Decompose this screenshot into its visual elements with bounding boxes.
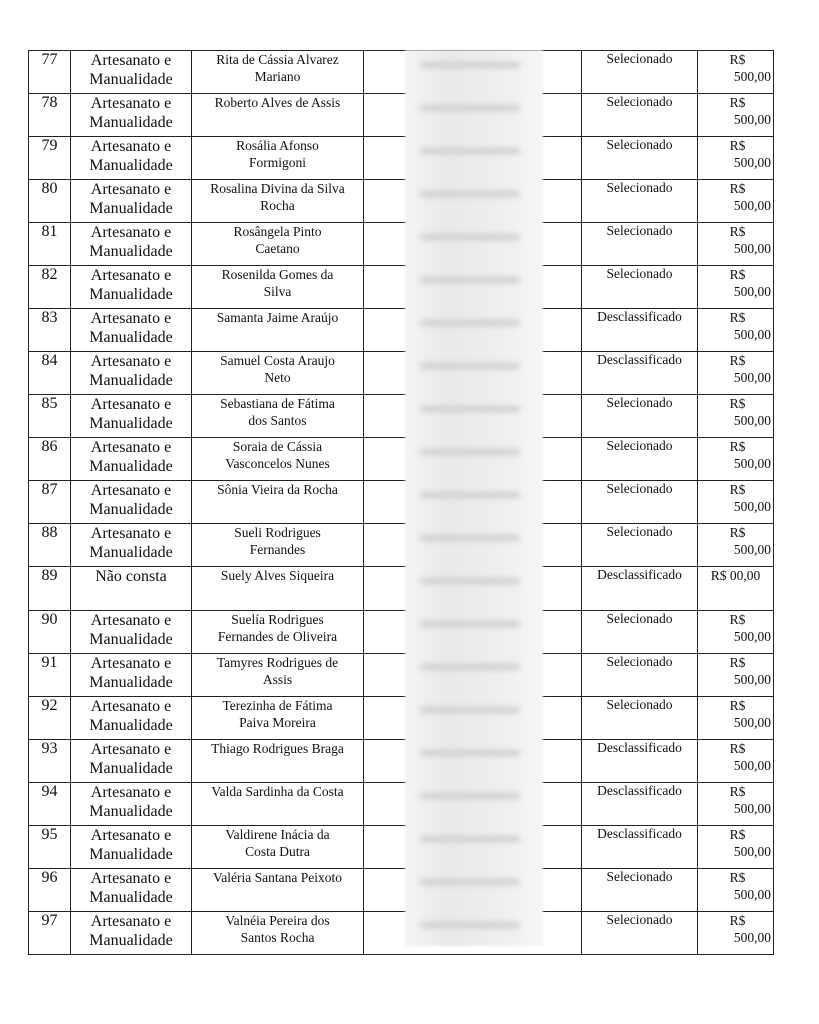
name-text: Silva	[263, 284, 292, 299]
table-row	[29, 869, 774, 912]
name-text: Roberto Alves de Assis	[214, 95, 341, 110]
area-text: Artesanato e	[90, 95, 172, 112]
amount-text: 500,00	[733, 112, 771, 127]
value-cell	[698, 309, 774, 352]
currency-symbol: R$	[729, 525, 746, 540]
row-number: 78	[29, 94, 71, 137]
area-text: Artesanato e	[90, 612, 172, 629]
name-text: Valdirene Inácia da	[225, 827, 330, 842]
amount-text: 500,00	[733, 155, 771, 170]
currency-symbol: R$	[729, 612, 746, 627]
value-cell	[698, 266, 774, 309]
area-cell	[71, 524, 192, 567]
value-cell	[698, 395, 774, 438]
table-row	[29, 223, 774, 266]
area-cell	[71, 309, 192, 352]
redacted-mark	[420, 707, 520, 713]
name-cell	[192, 740, 364, 783]
name-text: Rosângela Pinto	[233, 224, 322, 239]
name-cell	[192, 697, 364, 740]
area-text: Manualidade	[89, 458, 173, 475]
area-cell	[71, 567, 192, 611]
name-cell	[192, 266, 364, 309]
row-number: 86	[29, 438, 71, 481]
currency-symbol: R$	[729, 482, 746, 497]
name-cell	[192, 137, 364, 180]
value-cell	[698, 180, 774, 223]
redacted-mark	[420, 879, 520, 885]
name-text: Caetano	[255, 241, 300, 256]
name-text: Tamyres Rodrigues de	[216, 655, 339, 670]
table-row	[29, 567, 774, 611]
status-cell: Selecionado	[582, 869, 698, 912]
currency-symbol: R$	[729, 784, 746, 799]
area-text: Artesanato e	[90, 870, 172, 887]
status-cell: Selecionado	[582, 223, 698, 266]
area-text: Artesanato e	[90, 913, 172, 930]
amount-text: 500,00	[733, 241, 771, 256]
name-text: Samuel Costa Araujo	[220, 353, 335, 368]
redacted-mark	[420, 62, 520, 68]
area-text: Artesanato e	[90, 525, 172, 542]
table-row	[29, 309, 774, 352]
area-cell	[71, 395, 192, 438]
redacted-mark	[420, 148, 520, 154]
currency-symbol: R$	[729, 698, 746, 713]
amount-text: 500,00	[733, 456, 771, 471]
area-cell	[71, 266, 192, 309]
redacted-mark	[420, 191, 520, 197]
status-cell: Selecionado	[582, 611, 698, 654]
row-number: 91	[29, 654, 71, 697]
row-number: 90	[29, 611, 71, 654]
area-text: Artesanato e	[90, 482, 172, 499]
redacted-mark	[420, 750, 520, 756]
redacted-mark	[420, 105, 520, 111]
name-text: Rosenilda Gomes da	[221, 267, 334, 282]
name-text: Formigoni	[248, 155, 306, 170]
redacted-mark	[420, 793, 520, 799]
value-cell	[698, 524, 774, 567]
name-text: Valéria Santana Peixoto	[213, 870, 342, 885]
area-text: Artesanato e	[90, 655, 172, 672]
row-number: 94	[29, 783, 71, 826]
currency-symbol: R$	[729, 655, 746, 670]
area-cell	[71, 51, 192, 94]
name-text: Sebastiana de Fátima	[220, 396, 335, 411]
area-text: Manualidade	[89, 114, 173, 131]
row-number: 88	[29, 524, 71, 567]
currency-symbol: R$	[729, 181, 746, 196]
name-cell	[192, 51, 364, 94]
area-cell	[71, 352, 192, 395]
name-cell	[192, 567, 364, 611]
area-cell	[71, 912, 192, 955]
amount-text: 500,00	[733, 499, 771, 514]
redacted-mark	[420, 406, 520, 412]
table-row	[29, 395, 774, 438]
value-cell	[698, 611, 774, 654]
amount-text: 500,00	[733, 413, 771, 428]
table-row	[29, 266, 774, 309]
amount-text: 500,00	[733, 930, 771, 945]
area-text: Manualidade	[89, 631, 173, 648]
row-number: 97	[29, 912, 71, 955]
status-cell: Selecionado	[582, 481, 698, 524]
name-cell	[192, 223, 364, 266]
table-row	[29, 438, 774, 481]
table-row	[29, 180, 774, 223]
amount-text: 500,00	[733, 198, 771, 213]
row-number: 83	[29, 309, 71, 352]
name-cell	[192, 438, 364, 481]
name-text: Rocha	[260, 198, 295, 213]
row-number: 85	[29, 395, 71, 438]
area-text: Manualidade	[89, 717, 173, 734]
amount-text: 500,00	[733, 370, 771, 385]
name-cell	[192, 826, 364, 869]
row-number: 79	[29, 137, 71, 180]
currency-symbol: R$	[729, 267, 746, 282]
currency-symbol: R$	[729, 827, 746, 842]
status-cell: Selecionado	[582, 180, 698, 223]
name-cell	[192, 783, 364, 826]
row-number: 82	[29, 266, 71, 309]
area-text: Artesanato e	[90, 439, 172, 456]
table-row	[29, 524, 774, 567]
value-cell	[698, 352, 774, 395]
table-row	[29, 137, 774, 180]
value-cell	[698, 654, 774, 697]
name-text: Samanta Jaime Araújo	[216, 310, 339, 325]
area-cell	[71, 180, 192, 223]
area-cell	[71, 654, 192, 697]
redacted-mark	[420, 449, 520, 455]
name-text: Valda Sardinha da Costa	[211, 784, 344, 799]
table-row	[29, 94, 774, 137]
area-cell	[71, 611, 192, 654]
area-text: Artesanato e	[90, 698, 172, 715]
name-cell	[192, 180, 364, 223]
table-row	[29, 481, 774, 524]
table-row	[29, 352, 774, 395]
name-cell	[192, 352, 364, 395]
name-cell	[192, 869, 364, 912]
area-text: Manualidade	[89, 932, 173, 949]
redacted-mark	[420, 922, 520, 928]
area-cell	[71, 481, 192, 524]
row-number: 81	[29, 223, 71, 266]
value-cell	[698, 869, 774, 912]
row-number: 95	[29, 826, 71, 869]
name-cell	[192, 611, 364, 654]
amount-text: 500,00	[733, 844, 771, 859]
currency-symbol: R$	[729, 353, 746, 368]
redacted-mark	[420, 535, 520, 541]
area-text: Artesanato e	[90, 396, 172, 413]
area-text: Manualidade	[89, 803, 173, 820]
value-cell	[698, 912, 774, 955]
area-cell	[71, 697, 192, 740]
name-text: Fernandes de Oliveira	[217, 629, 338, 644]
area-text: Artesanato e	[90, 741, 172, 758]
area-text: Manualidade	[89, 200, 173, 217]
name-text: Assis	[262, 672, 293, 687]
amount-text: 500,00	[733, 758, 771, 773]
currency-symbol: R$	[729, 310, 746, 325]
value-cell	[698, 438, 774, 481]
amount-text: 500,00	[733, 327, 771, 342]
area-text: Manualidade	[89, 243, 173, 260]
status-cell: Desclassificado	[582, 826, 698, 869]
status-cell: Desclassificado	[582, 783, 698, 826]
area-text: Manualidade	[89, 889, 173, 906]
area-text: Artesanato e	[90, 827, 172, 844]
row-number: 92	[29, 697, 71, 740]
area-text: Manualidade	[89, 415, 173, 432]
name-text: Fernandes	[249, 542, 306, 557]
area-text: Manualidade	[89, 544, 173, 561]
redacted-mark	[420, 836, 520, 842]
name-text: Thiago Rodrigues Braga	[211, 741, 344, 756]
amount-text: 500,00	[733, 801, 771, 816]
currency-symbol: R$	[729, 138, 746, 153]
area-text: Manualidade	[89, 286, 173, 303]
area-text: Artesanato e	[90, 784, 172, 801]
name-text: Rita de Cássia Alvarez	[216, 52, 339, 67]
name-text: Terezinha de Fátima	[222, 698, 333, 713]
row-number: 93	[29, 740, 71, 783]
status-cell: Selecionado	[582, 524, 698, 567]
name-text: Rosalina Divina da Silva	[210, 181, 345, 196]
area-text: Manualidade	[89, 71, 173, 88]
name-cell	[192, 481, 364, 524]
status-cell: Selecionado	[582, 94, 698, 137]
value-cell	[698, 51, 774, 94]
status-cell: Selecionado	[582, 697, 698, 740]
area-cell	[71, 137, 192, 180]
area-text: Manualidade	[89, 760, 173, 777]
area-cell	[71, 869, 192, 912]
table-row	[29, 783, 774, 826]
name-text: Paiva Moreira	[239, 715, 316, 730]
area-text: Artesanato e	[90, 138, 172, 155]
redacted-mark	[420, 621, 520, 627]
status-cell: Selecionado	[582, 395, 698, 438]
currency-symbol: R$	[729, 95, 746, 110]
redacted-mark	[420, 492, 520, 498]
status-cell: Selecionado	[582, 654, 698, 697]
table-row	[29, 740, 774, 783]
table-row	[29, 826, 774, 869]
currency-symbol: R$	[729, 741, 746, 756]
amount-text: 500,00	[733, 887, 771, 902]
area-text: Manualidade	[89, 372, 173, 389]
status-cell: Desclassificado	[582, 352, 698, 395]
amount-text: 500,00	[733, 672, 771, 687]
amount-text: 500,00	[733, 542, 771, 557]
table-row	[29, 611, 774, 654]
table-row	[29, 912, 774, 955]
area-cell	[71, 94, 192, 137]
row-number: 77	[29, 51, 71, 94]
name-cell	[192, 912, 364, 955]
area-text: Artesanato e	[90, 52, 172, 69]
name-cell	[192, 395, 364, 438]
area-text: Artesanato e	[90, 181, 172, 198]
redacted-mark	[420, 578, 520, 584]
name-text: Neto	[264, 370, 291, 385]
row-number: 80	[29, 180, 71, 223]
currency-symbol: R$	[729, 913, 746, 928]
area-text: Artesanato e	[90, 224, 172, 241]
name-cell	[192, 654, 364, 697]
area-text: Não consta	[95, 568, 167, 585]
redacted-mark	[420, 363, 520, 369]
area-cell	[71, 783, 192, 826]
table-row	[29, 697, 774, 740]
area-text: Manualidade	[89, 846, 173, 863]
status-cell: Selecionado	[582, 912, 698, 955]
name-text: Valnéia Pereira dos	[225, 913, 330, 928]
name-text: Mariano	[254, 69, 301, 84]
amount-text: 500,00	[733, 629, 771, 644]
area-cell	[71, 223, 192, 266]
area-cell	[71, 438, 192, 481]
currency-symbol: R$	[729, 870, 746, 885]
name-text: Rosália Afonso	[236, 138, 319, 153]
table-row	[29, 654, 774, 697]
redacted-mark	[420, 664, 520, 670]
amount-text: R$ 00,00	[710, 568, 761, 583]
area-text: Manualidade	[89, 674, 173, 691]
amount-text: 500,00	[733, 69, 771, 84]
area-text: Artesanato e	[90, 353, 172, 370]
value-cell	[698, 223, 774, 266]
name-text: Vasconcelos Nunes	[225, 456, 330, 471]
status-cell: Desclassificado	[582, 309, 698, 352]
status-cell: Selecionado	[582, 137, 698, 180]
value-cell	[698, 697, 774, 740]
name-text: Suely Alves Siqueira	[220, 568, 335, 583]
value-cell	[698, 826, 774, 869]
name-cell	[192, 309, 364, 352]
name-text: Sueli Rodrigues	[234, 525, 321, 540]
amount-text: 500,00	[733, 715, 771, 730]
redacted-mark	[420, 234, 520, 240]
amount-text: 500,00	[733, 284, 771, 299]
value-cell	[698, 783, 774, 826]
name-cell	[192, 94, 364, 137]
area-cell	[71, 740, 192, 783]
status-cell: Desclassificado	[582, 740, 698, 783]
status-cell: Desclassificado	[582, 567, 698, 611]
area-text: Manualidade	[89, 329, 173, 346]
results-table-body	[29, 51, 774, 955]
area-cell	[71, 826, 192, 869]
status-cell: Selecionado	[582, 266, 698, 309]
area-text: Artesanato e	[90, 267, 172, 284]
currency-symbol: R$	[729, 439, 746, 454]
status-cell: Selecionado	[582, 438, 698, 481]
row-number: 96	[29, 869, 71, 912]
name-text: Santos Rocha	[240, 930, 315, 945]
redacted-column	[405, 50, 543, 946]
name-text: Soraia de Cássia	[232, 439, 323, 454]
table-row	[29, 51, 774, 94]
area-text: Artesanato e	[90, 310, 172, 327]
value-cell	[698, 137, 774, 180]
status-cell: Selecionado	[582, 51, 698, 94]
name-text: dos Santos	[248, 413, 307, 428]
currency-symbol: R$	[729, 224, 746, 239]
redacted-mark	[420, 277, 520, 283]
row-number: 84	[29, 352, 71, 395]
value-cell	[698, 481, 774, 524]
row-number: 87	[29, 481, 71, 524]
results-table	[28, 50, 774, 955]
area-text: Manualidade	[89, 157, 173, 174]
redacted-mark	[420, 320, 520, 326]
currency-symbol: R$	[729, 396, 746, 411]
name-text: Sônia Vieira da Rocha	[217, 482, 338, 497]
value-cell	[698, 94, 774, 137]
name-text: Costa Dutra	[245, 844, 310, 859]
name-text: Suelía Rodrigues	[231, 612, 324, 627]
area-text: Manualidade	[89, 501, 173, 518]
value-cell	[698, 567, 774, 611]
currency-symbol: R$	[729, 52, 746, 67]
name-cell	[192, 524, 364, 567]
row-number: 89	[29, 567, 71, 611]
value-cell	[698, 740, 774, 783]
